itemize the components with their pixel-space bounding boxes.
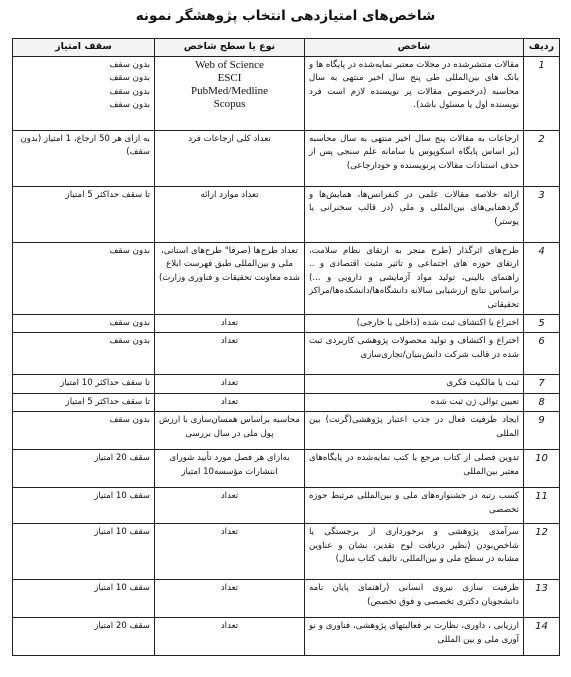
cap-cell: بدون سقف [13,333,155,375]
table-row [13,243,560,315]
table-row [13,187,560,243]
cap-cell: بدون سقف [13,243,155,315]
header-criterion: شاخص [305,39,524,57]
table-row [13,580,560,618]
header-row-number: ردیف [524,39,560,57]
index-line: ESCI [217,72,242,84]
row-number: 4 [524,243,560,315]
cap-cell: سقف 20 امتیاز [13,618,155,656]
row-number: 9 [524,412,560,450]
row-number: 6 [524,333,560,375]
row-number: 8 [524,393,560,411]
cap-line: بدون سقف [109,100,150,111]
cap-cell: سقف 20 امتیاز [13,450,155,488]
row-number: 3 [524,187,560,243]
type-cell: تعداد [155,375,305,393]
row-number: 5 [524,315,560,333]
index-line: PubMed/Medline [191,85,268,97]
table-row [13,524,560,580]
index-line: Scopus [213,98,246,110]
table-row [13,488,560,524]
cap-line: بدون سقف [109,73,150,84]
criterion-cell: طرح‌های اثرگذار (طرح منجر به ارتقای نظام سلامت، ارتقای حوزه های اجتماعی و تاثیر مثبت اقتصادی و .. راهنمای بالینی، تولید مواد آزمایشی و دارویی و ...) براساس نتایج ارزشیابی سالانه دانشگاه‌ها/دانشکده‌ها/مراکز تحقیقاتی [305,243,524,315]
type-cell: تعداد موارد ارائه [155,187,305,243]
type-cell: به‌ازای هر فصل مورد تأیید شورای انتشارات مؤسسه10 امتیاز [155,450,305,488]
table-row [13,412,560,450]
cap-cell [13,57,155,131]
row-number: 2 [524,131,560,187]
table-row [13,450,560,488]
row-number: 14 [524,618,560,656]
criterion-cell: ایجاد ظرفیت فعال در جذب اعتبار پژوهشی(گرنت) بین المللی [305,412,524,450]
type-cell: تعداد [155,393,305,411]
type-cell [155,57,305,131]
type-cell: محاسبه براساس همسان‌سازی با ارزش پول ملی در سال بررسی [155,412,305,450]
header-cap: سقف امتیاز [13,39,155,57]
criterion-cell: ارزیابی ، داوری، نظارت بر فعالیتهای پژوهشی، فناوری و نو آوری ملی و بین المللی [305,618,524,656]
cap-cell: سقف 10 امتیاز [13,488,155,524]
row-number: 13 [524,580,560,618]
table-row [13,131,560,187]
criteria-table [12,38,560,656]
table-header-row [13,39,560,57]
type-cell: تعداد کلی ارجاعات فرد [155,131,305,187]
table-row [13,315,560,333]
criterion-cell: اختراع و اکتشاف و تولید محصولات پژوهشی کاربردی ثبت شده در قالب شرکت دانش‌بنیان/تجاری‌سازی [305,333,524,375]
table-row [13,618,560,656]
row-number: 10 [524,450,560,488]
criterion-cell: ثبت یا مالکیت فکری [305,375,524,393]
cap-cell: تا سقف حداکثر 5 امتیاز [13,393,155,411]
criterion-cell: سرآمدی پژوهشی و برخورداری از برجستگی یا شاخص‌بودن (نظیر دریافت لوح تقدیر، نشان و عناوین مشابه در سطح ملی و بین‌المللی، تالیف کتاب سال) [305,524,524,580]
criterion-cell: ارائه خلاصه مقالات علمی در کنفرانس‌ها، همایش‌ها و گردهمایی‌های بین‌المللی و ملی (در قالب سخنرانی یا پوستر) [305,187,524,243]
table-row [13,393,560,411]
cap-cell: تا سقف حداکثر 10 امتیاز [13,375,155,393]
cap-cell: بدون سقف [13,315,155,333]
cap-line: بدون سقف [109,86,150,97]
row-number: 12 [524,524,560,580]
type-cell: تعداد [155,315,305,333]
header-type: نوع یا سطح شاخص [155,39,305,57]
row-number: 1 [524,57,560,131]
cap-cell: بدون سقف [13,412,155,450]
row-number: 11 [524,488,560,524]
table-row [13,333,560,375]
type-cell: تعداد طرح‌ها (صرفا" طرح‌های استانی، ملی و بین‌المللی طبق فهرست ابلاغ شده معاونت تحقیقات و فناوری وزارت) [155,243,305,315]
cap-line: بدون سقف [109,60,150,70]
criterion-cell: تدوین فصلی از کتاب مرجع یا کتب نمایه‌شده در پایگاه‌های معتبر بین‌المللی [305,450,524,488]
row-number: 7 [524,375,560,393]
index-line: Web of Science [195,59,264,71]
type-cell: تعداد [155,333,305,375]
criterion-cell: ظرفیت سازی نیروی انسانی (راهنمای پایان نامه دانشجویان دکتری تخصصی و فوق تخصص) [305,580,524,618]
table-row [13,57,560,131]
type-cell: تعداد [155,524,305,580]
criterion-cell: اختراع یا اکتشاف ثبت شده (داخلی یا خارجی) [305,315,524,333]
table-row [13,375,560,393]
criterion-cell: ارجاعات به مقالات پنج سال اخیر منتهی به سال محاسبه (بر اساس پایگاه اسکوپوس یا سامانه علم سنجی پس از حذف استنادات مقالات پرنویسنده و خودارجاعی) [305,131,524,187]
cap-cell: به ازای هر 50 ارجاع، 1 امتیاز (بدون سقف) [13,131,155,187]
criterion-cell: مقالات منتشرشده در مجلات معتبر نمایه‌شده در پایگاه ها و بانک های بین‌المللی طی پنج سال اخیر منتهی به سال محاسبه (درخصوص مقالات پر نویسنده لازم است فرد نویسنده اول یا مسئول باشد). [305,57,524,131]
cap-cell: سقف 10 امتیاز [13,524,155,580]
criterion-cell: تعیین توالی ژن ثبت شده [305,393,524,411]
type-cell: تعداد [155,488,305,524]
cap-cell: تا سقف حداکثر 5 امتیاز [13,187,155,243]
type-cell: تعداد [155,618,305,656]
page-title: شاخص‌های امتیازدهی انتخاب پژوهشگر نمونه [135,8,436,24]
criterion-cell: کسب رتبه در جشنواره‌های ملی و بین‌المللی مرتبط حوزه تخصصی [305,488,524,524]
cap-cell: سقف 10 امتیاز [13,580,155,618]
type-cell: تعداد [155,580,305,618]
